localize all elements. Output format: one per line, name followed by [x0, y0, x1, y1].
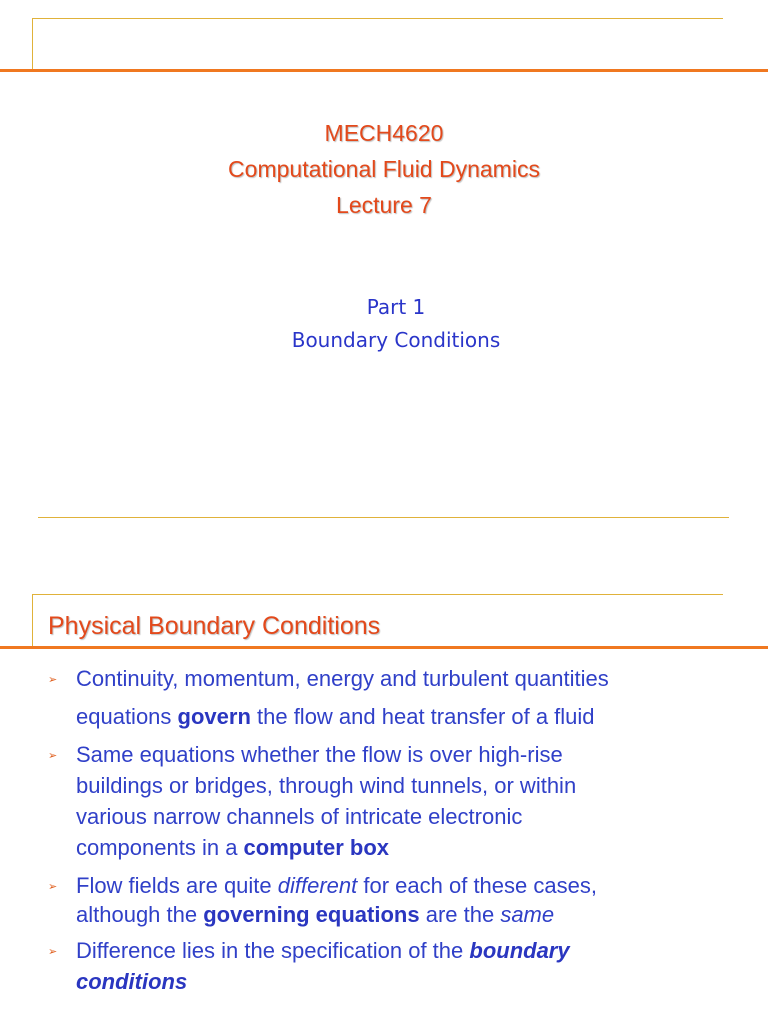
bullet-3-line-1 [76, 870, 597, 901]
bullet-arrow-icon: ➢ [48, 674, 58, 686]
emphasis-different: different [277, 873, 358, 898]
bullet-arrow-icon: ➢ [48, 750, 58, 762]
text-run: various narrow channels of intricate electronic [76, 804, 523, 829]
bullet-2-line-1 [76, 739, 563, 770]
text-run: are the [419, 902, 501, 927]
text-run: Same equations whether the flow is over high-rise [76, 742, 563, 767]
text-run: for each of these cases, [357, 873, 597, 898]
bullet-1-line-2 [76, 701, 595, 732]
emphasis-same: same [500, 902, 555, 927]
course-name: Computational Fluid Dynamics [228, 156, 540, 182]
bullet-2-line-3 [76, 801, 522, 832]
text-run: equations [76, 704, 178, 729]
slide2-top-rule [32, 594, 723, 595]
text-run: Difference lies in the specification of the [76, 938, 470, 963]
emphasis-govern: govern [177, 704, 251, 729]
bullet-arrow-icon: ➢ [48, 881, 58, 893]
emphasis-conditions: conditions [76, 969, 188, 994]
bullet-4-line-2 [76, 966, 187, 997]
slide2-title-bar [0, 646, 768, 649]
slide1-subtitle [0, 291, 768, 357]
emphasis-computer-box: computer box [243, 835, 390, 860]
slide2-heading: Physical Boundary Conditions [48, 612, 381, 640]
text-run: although the [76, 902, 204, 927]
slide1-bottom-rule [38, 517, 729, 518]
bullet-2-line-2 [76, 770, 576, 801]
text-run: the flow and heat transfer of a fluid [250, 704, 595, 729]
part-label: Part 1 [366, 295, 426, 319]
slide1-top-rule [32, 18, 723, 19]
slide1-left-rule [32, 18, 33, 69]
bullet-4-line-1 [76, 935, 570, 966]
text-run: Continuity, momentum, energy and turbulent quantities [76, 666, 609, 691]
bullet-2-line-4 [76, 832, 389, 863]
part-topic: Boundary Conditions [291, 328, 501, 352]
emphasis-boundary: boundary [469, 938, 570, 963]
text-run: buildings or bridges, through wind tunnels, or within [76, 773, 577, 798]
lecture-number: Lecture 7 [336, 192, 432, 218]
emphasis-governing-equations: governing equations [203, 902, 420, 927]
bullet-1-line-1 [76, 663, 609, 694]
text-run: Flow fields are quite [76, 873, 278, 898]
bullet-arrow-icon: ➢ [48, 946, 58, 958]
slide1-title [0, 115, 768, 223]
bullet-3-line-2 [76, 899, 554, 930]
course-code: MECH4620 [324, 120, 444, 146]
slide2-left-rule [32, 594, 33, 646]
text-run: components in a [76, 835, 244, 860]
slide1-title-bar [0, 69, 768, 72]
